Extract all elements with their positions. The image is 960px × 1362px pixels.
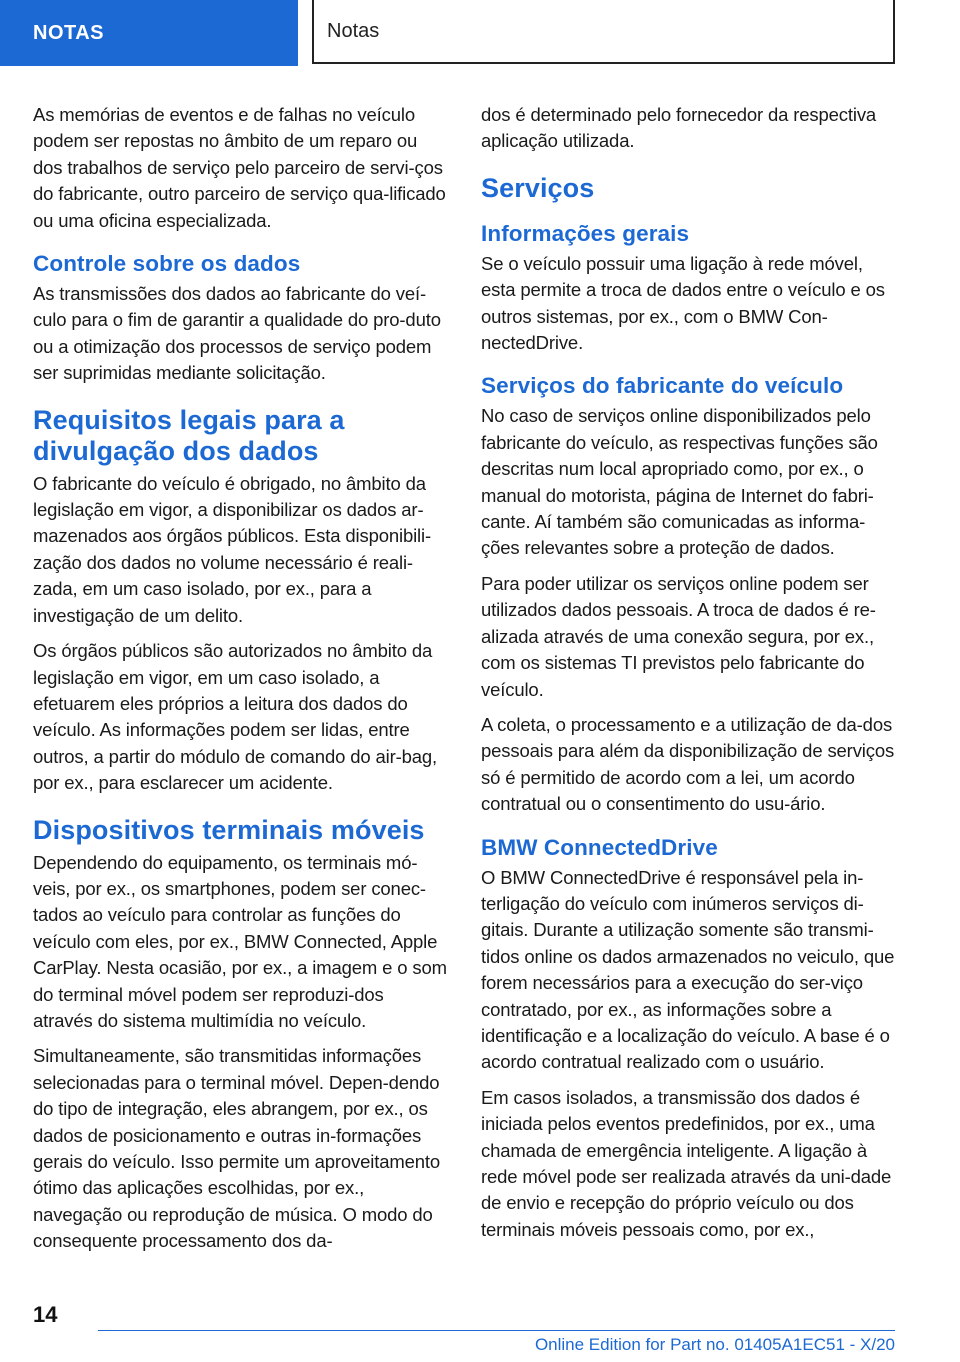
heading-bmw-connecteddrive: BMW ConnectedDrive [481, 834, 718, 860]
paragraph-dispositivos-1: Dependendo do equipamento, os terminais mó-veis, por ex., os smartphones, podem ser conec-tados ao veículo para controlar as funções do veículo com eles, por ex., BMW Connected, Apple CarPlay. Nesta ocasião, por ex., a imagem e o som do terminal móvel podem ser reproduzi-dos através do sistema multimídia no veículo. [33, 851, 447, 1031]
right-column [481, 102, 896, 1252]
heading-servicos: Serviços [481, 172, 595, 203]
paragraph-connecteddrive-1: O BMW ConnectedDrive é responsável pela in-terligação do veículo com inúmeros serviços di-gitais. Durante a utilização somente são transmi-tidos online os dados armazenados no veiculo, que forem necessários para a execução do ser-viço contratado, por ex., as informações sobre a identificação e a localização do veículo. A base é o acordo contratual realizado com o usuário. [481, 866, 895, 1073]
paragraph-servicos-fabricante-1: No caso de serviços online disponibilizados pelo fabricante do veículo, as respectivas funções são descritas num local apropriado como, por ex., o manual do motorista, página de Internet do fabri-cante. Aí também são comunicadas as informa-ções relevantes sobre a proteção de dados. [481, 405, 878, 559]
paragraph-servicos-fabricante-2: Para poder utilizar os serviços online podem ser utilizados dados pessoais. A troca de dados é re-alizada através de uma conexão segura, por ex., com os sistemas TI previstos pelo fabricante do veículo. [481, 572, 876, 700]
section-tab: NOTAS [0, 0, 298, 66]
paragraph-requisitos-1: O fabricante do veículo é obrigado, no âmbito da legislação em vigor, a disponibilizar os dados ar-mazenados aos órgãos públicos. Esta disponibili-zação dos dados no volume necessário é reali-zada, em um caso isolado, por ex., para a investigação de um delito. [33, 472, 431, 626]
paragraph-servicos-fabricante-3: A coleta, o processamento e a utilização de da-dos pessoais para além da disponibilização de serviços só é permitido de acordo com a lei, um acordo contratual ou o consentimento do usu-ário. [481, 713, 895, 815]
paragraph-intro: As memórias de eventos e de falhas no veículo podem ser repostas no âmbito de um reparo ou dos trabalhos de serviço pelo parceiro de servi-ços do fabricante, outro parceiro de serviço qua-lificado ou uma oficina especializada. [33, 104, 446, 231]
heading-servicos-fabricante: Serviços do fabricante do veículo [481, 373, 844, 399]
paragraph-controle-dados: As transmissões dos dados ao fabricante do veí-culo para o fim de garantir a qualidade do pro-duto ou a otimização dos processos de serviço podem ser suprimidas mediante solicitação. [33, 283, 441, 384]
chapter-title: Notas [312, 0, 895, 64]
heading-controle-dados: Controle sobre os dados [33, 251, 301, 277]
heading-informacoes-gerais: Informações gerais [481, 220, 690, 246]
footer-divider [98, 1330, 895, 1331]
heading-dispositivos-moveis: Dispositivos terminais móveis [33, 814, 425, 845]
heading-requisitos-legais: Requisitos legais para a divulgação dos dados [33, 404, 345, 466]
paragraph-continuation: dos é determinado pelo fornecedor da respectiva aplicação utilizada. [481, 104, 877, 152]
page-number: 14 [33, 1302, 58, 1327]
left-column [33, 102, 448, 1264]
footer-edition-text: Online Edition for Part no. 01405A1EC51 - X/20 [534, 1335, 895, 1354]
paragraph-dispositivos-2: Simultaneamente, são transmitidas informações selecionadas para o terminal móvel. Depen-dendo do tipo de integração, eles abrangem, por ex., os dados de posicionamento e outras in-formações gerais do veículo. Isso permite um aproveitamento ótimo das aplicações escolhidas, por ex., navegação ou reprodução de música. O modo do consequente processamento dos da- [33, 1045, 441, 1252]
paragraph-requisitos-2: Os órgãos públicos são autorizados no âmbito da legislação em vigor, em um caso isolado, a efetuarem eles próprios a leitura dos dados do veículo. As informações podem ser lidas, entre outros, a partir do módulo de comando do air-bag, por ex., para esclarecer um acidente. [33, 640, 438, 794]
paragraph-connecteddrive-2: Em casos isolados, a transmissão dos dados é iniciada pelos eventos predefinidos, por ex., uma chamada de emergência inteligente. A ligação à rede móvel pode ser realizada através da uni-dade de envio e recepção do próprio veículo ou dos terminais móveis pessoais como, por ex., [481, 1086, 892, 1240]
paragraph-informacoes-gerais: Se o veículo possuir uma ligação à rede móvel, esta permite a troca de dados entre o veículo e os outros sistemas, por ex., com o BMW Con-nectedDrive. [481, 252, 885, 354]
